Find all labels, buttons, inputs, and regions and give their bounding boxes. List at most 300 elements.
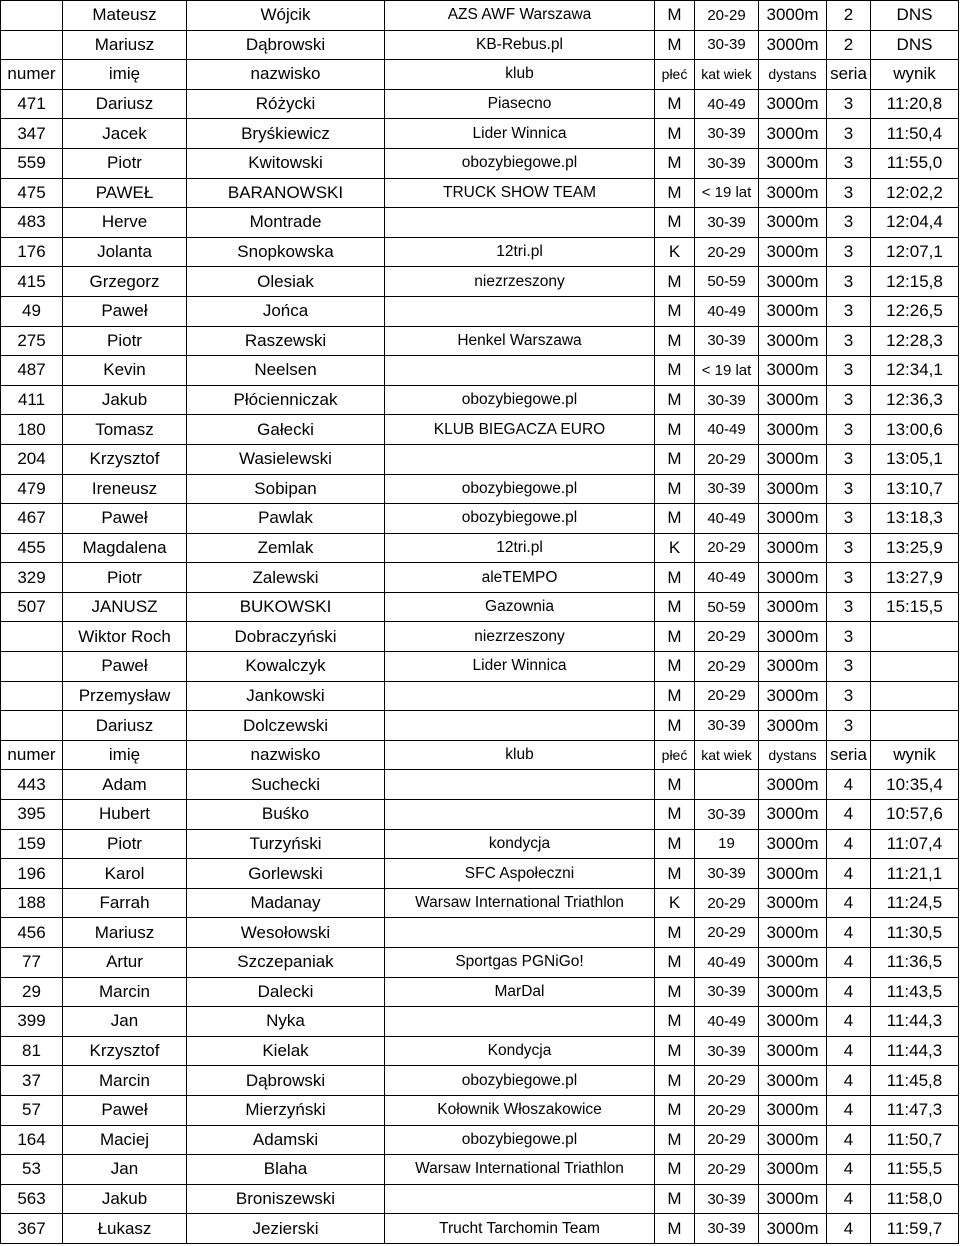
cell-klub: Kołownik Włoszakowice	[385, 1095, 655, 1125]
cell-wynik: 11:44,3	[871, 1036, 959, 1066]
cell-klub: Warsaw International Triathlon	[385, 1155, 655, 1185]
cell-imie: Jan	[63, 1155, 187, 1185]
cell-wynik: 13:25,9	[871, 533, 959, 563]
cell-kat: 30-39	[695, 30, 759, 60]
cell-imie: Maciej	[63, 1125, 187, 1155]
cell-nazwisko: Blaha	[187, 1155, 385, 1185]
cell-klub: Warsaw International Triathlon	[385, 888, 655, 918]
cell-wynik	[871, 681, 959, 711]
cell-nazwisko: Zemlak	[187, 533, 385, 563]
cell-nazwisko: Bryśkiewicz	[187, 119, 385, 149]
cell-imie: Wiktor Roch	[63, 622, 187, 652]
cell-klub: obozybiegowe.pl	[385, 504, 655, 534]
cell-plec: M	[655, 208, 695, 238]
cell-dystans: 3000m	[759, 770, 827, 800]
cell-dystans: 3000m	[759, 148, 827, 178]
header-seria: seria	[827, 740, 871, 770]
cell-numer: 475	[1, 178, 63, 208]
cell-imie: Krzysztof	[63, 1036, 187, 1066]
cell-dystans: 3000m	[759, 563, 827, 593]
header-wynik: wynik	[871, 740, 959, 770]
table-row	[1, 800, 959, 830]
cell-numer: 507	[1, 592, 63, 622]
cell-seria: 3	[827, 563, 871, 593]
cell-imie: Przemysław	[63, 681, 187, 711]
cell-kat: 30-39	[695, 711, 759, 741]
cell-plec: M	[655, 178, 695, 208]
cell-klub: 12tri.pl	[385, 533, 655, 563]
cell-wynik: 10:35,4	[871, 770, 959, 800]
cell-klub	[385, 918, 655, 948]
cell-plec: M	[655, 1125, 695, 1155]
cell-kat: 20-29	[695, 444, 759, 474]
table-row	[1, 1036, 959, 1066]
cell-seria: 3	[827, 652, 871, 682]
cell-wynik: 11:55,0	[871, 148, 959, 178]
cell-plec: M	[655, 89, 695, 119]
cell-dystans: 3000m	[759, 1, 827, 31]
header-nazwisko: nazwisko	[187, 740, 385, 770]
cell-nazwisko: Broniszewski	[187, 1184, 385, 1214]
cell-klub: 12tri.pl	[385, 237, 655, 267]
cell-klub: niezrzeszony	[385, 622, 655, 652]
cell-klub: Kondycja	[385, 1036, 655, 1066]
cell-seria: 4	[827, 1095, 871, 1125]
cell-kat: 19	[695, 829, 759, 859]
cell-numer: 395	[1, 800, 63, 830]
cell-kat: 30-39	[695, 148, 759, 178]
cell-klub: Lider Winnica	[385, 119, 655, 149]
header-kat: kat wiek	[695, 740, 759, 770]
cell-kat: 50-59	[695, 592, 759, 622]
cell-kat: 30-39	[695, 800, 759, 830]
table-row	[1, 504, 959, 534]
cell-nazwisko: Kwitowski	[187, 148, 385, 178]
cell-klub: Gazownia	[385, 592, 655, 622]
cell-dystans: 3000m	[759, 385, 827, 415]
cell-imie: Hubert	[63, 800, 187, 830]
table-row	[1, 829, 959, 859]
table-row	[1, 385, 959, 415]
cell-klub	[385, 208, 655, 238]
cell-wynik: 11:45,8	[871, 1066, 959, 1096]
cell-nazwisko: Dobraczyński	[187, 622, 385, 652]
cell-plec: M	[655, 356, 695, 386]
table-row	[1, 711, 959, 741]
cell-seria: 4	[827, 918, 871, 948]
cell-seria: 4	[827, 1125, 871, 1155]
cell-seria: 3	[827, 444, 871, 474]
cell-imie: Mariusz	[63, 918, 187, 948]
header-kat: kat wiek	[695, 60, 759, 90]
cell-dystans: 3000m	[759, 1184, 827, 1214]
cell-dystans: 3000m	[759, 326, 827, 356]
cell-dystans: 3000m	[759, 977, 827, 1007]
cell-imie: Farrah	[63, 888, 187, 918]
cell-seria: 4	[827, 1066, 871, 1096]
cell-plec: M	[655, 622, 695, 652]
table-row	[1, 1066, 959, 1096]
cell-kat: 40-49	[695, 89, 759, 119]
cell-kat: 20-29	[695, 681, 759, 711]
cell-klub: Trucht Tarchomin Team	[385, 1214, 655, 1244]
cell-kat: < 19 lat	[695, 178, 759, 208]
cell-kat: 20-29	[695, 1066, 759, 1096]
cell-numer: 399	[1, 1007, 63, 1037]
cell-seria: 3	[827, 267, 871, 297]
cell-numer: 164	[1, 1125, 63, 1155]
table-row	[1, 770, 959, 800]
cell-plec: M	[655, 1007, 695, 1037]
table-row	[1, 977, 959, 1007]
cell-klub: obozybiegowe.pl	[385, 148, 655, 178]
cell-wynik: 11:21,1	[871, 859, 959, 889]
cell-imie: Magdalena	[63, 533, 187, 563]
cell-imie: Adam	[63, 770, 187, 800]
cell-numer	[1, 622, 63, 652]
cell-nazwisko: Wasielewski	[187, 444, 385, 474]
cell-kat: 20-29	[695, 237, 759, 267]
cell-imie: Herve	[63, 208, 187, 238]
cell-nazwisko: Kowalczyk	[187, 652, 385, 682]
cell-plec: M	[655, 1, 695, 31]
cell-kat: 20-29	[695, 918, 759, 948]
cell-dystans: 3000m	[759, 504, 827, 534]
table-row	[1, 1155, 959, 1185]
cell-kat: 20-29	[695, 1125, 759, 1155]
cell-kat: 40-49	[695, 415, 759, 445]
cell-imie: Grzegorz	[63, 267, 187, 297]
cell-numer: 479	[1, 474, 63, 504]
cell-wynik: 12:28,3	[871, 326, 959, 356]
cell-seria: 3	[827, 148, 871, 178]
cell-klub: aleTEMPO	[385, 563, 655, 593]
cell-plec: M	[655, 681, 695, 711]
cell-dystans: 3000m	[759, 533, 827, 563]
cell-numer: 467	[1, 504, 63, 534]
cell-imie: Jakub	[63, 385, 187, 415]
cell-nazwisko: Wójcik	[187, 1, 385, 31]
cell-dystans: 3000m	[759, 1125, 827, 1155]
cell-dystans: 3000m	[759, 415, 827, 445]
cell-numer	[1, 1, 63, 31]
cell-nazwisko: Gorlewski	[187, 859, 385, 889]
table-row	[1, 563, 959, 593]
cell-klub: KB-Rebus.pl	[385, 30, 655, 60]
cell-imie: Dariusz	[63, 711, 187, 741]
table-row	[1, 1, 959, 31]
cell-klub	[385, 681, 655, 711]
cell-seria: 3	[827, 592, 871, 622]
cell-seria: 3	[827, 237, 871, 267]
cell-numer: 53	[1, 1155, 63, 1185]
cell-nazwisko: Jankowski	[187, 681, 385, 711]
cell-kat: 20-29	[695, 622, 759, 652]
cell-plec: M	[655, 1066, 695, 1096]
cell-nazwisko: Płócienniczak	[187, 385, 385, 415]
cell-klub	[385, 1007, 655, 1037]
table-row	[1, 178, 959, 208]
cell-seria: 2	[827, 30, 871, 60]
cell-nazwisko: Różycki	[187, 89, 385, 119]
cell-imie: Paweł	[63, 504, 187, 534]
cell-plec: M	[655, 474, 695, 504]
cell-plec: M	[655, 30, 695, 60]
cell-kat: 40-49	[695, 504, 759, 534]
cell-numer: 471	[1, 89, 63, 119]
cell-kat: 30-39	[695, 119, 759, 149]
cell-kat: 30-39	[695, 1214, 759, 1244]
cell-plec: K	[655, 237, 695, 267]
table-row	[1, 1095, 959, 1125]
cell-dystans: 3000m	[759, 859, 827, 889]
cell-numer: 81	[1, 1036, 63, 1066]
cell-plec: M	[655, 592, 695, 622]
table-row	[1, 1007, 959, 1037]
header-dystans: dystans	[759, 60, 827, 90]
cell-klub	[385, 711, 655, 741]
cell-seria: 3	[827, 296, 871, 326]
cell-numer: 49	[1, 296, 63, 326]
cell-nazwisko: Nyka	[187, 1007, 385, 1037]
cell-nazwisko: Suchecki	[187, 770, 385, 800]
cell-imie: Artur	[63, 948, 187, 978]
cell-imie: Dariusz	[63, 89, 187, 119]
cell-numer	[1, 30, 63, 60]
header-plec: płeć	[655, 740, 695, 770]
cell-plec: M	[655, 829, 695, 859]
cell-dystans: 3000m	[759, 356, 827, 386]
cell-dystans: 3000m	[759, 622, 827, 652]
table-row	[1, 859, 959, 889]
cell-kat: 20-29	[695, 1, 759, 31]
cell-plec: M	[655, 267, 695, 297]
cell-imie: PAWEŁ	[63, 178, 187, 208]
cell-seria: 3	[827, 208, 871, 238]
cell-seria: 3	[827, 504, 871, 534]
cell-nazwisko: Madanay	[187, 888, 385, 918]
cell-dystans: 3000m	[759, 1007, 827, 1037]
table-row	[1, 444, 959, 474]
cell-dystans: 3000m	[759, 30, 827, 60]
table-row	[1, 415, 959, 445]
cell-imie: Marcin	[63, 977, 187, 1007]
cell-plec: M	[655, 977, 695, 1007]
cell-kat: 30-39	[695, 326, 759, 356]
cell-imie: Tomasz	[63, 415, 187, 445]
header-imie: imię	[63, 60, 187, 90]
cell-seria: 3	[827, 385, 871, 415]
cell-kat: 20-29	[695, 652, 759, 682]
cell-dystans: 3000m	[759, 652, 827, 682]
cell-numer: 77	[1, 948, 63, 978]
cell-imie: Krzysztof	[63, 444, 187, 474]
cell-numer: 559	[1, 148, 63, 178]
cell-numer: 483	[1, 208, 63, 238]
table-row	[1, 208, 959, 238]
table-row	[1, 652, 959, 682]
cell-klub: SFC Aspołeczni	[385, 859, 655, 889]
cell-dystans: 3000m	[759, 444, 827, 474]
cell-plec: M	[655, 1184, 695, 1214]
cell-wynik: 11:58,0	[871, 1184, 959, 1214]
cell-dystans: 3000m	[759, 267, 827, 297]
cell-imie: Mateusz	[63, 1, 187, 31]
cell-kat: 30-39	[695, 208, 759, 238]
cell-wynik	[871, 652, 959, 682]
cell-seria: 4	[827, 800, 871, 830]
cell-wynik: 11:07,4	[871, 829, 959, 859]
cell-kat: 30-39	[695, 859, 759, 889]
cell-wynik	[871, 622, 959, 652]
cell-kat: 40-49	[695, 563, 759, 593]
cell-plec: M	[655, 504, 695, 534]
cell-seria: 3	[827, 178, 871, 208]
table-row	[1, 592, 959, 622]
cell-plec: M	[655, 1155, 695, 1185]
cell-seria: 4	[827, 1007, 871, 1037]
header-numer: numer	[1, 740, 63, 770]
cell-klub: kondycja	[385, 829, 655, 859]
cell-klub	[385, 770, 655, 800]
cell-imie: Jacek	[63, 119, 187, 149]
cell-seria: 3	[827, 622, 871, 652]
cell-nazwisko: Olesiak	[187, 267, 385, 297]
cell-kat: 40-49	[695, 1007, 759, 1037]
cell-numer: 159	[1, 829, 63, 859]
cell-nazwisko: Mierzyński	[187, 1095, 385, 1125]
cell-wynik: 12:34,1	[871, 356, 959, 386]
cell-wynik: DNS	[871, 1, 959, 31]
cell-nazwisko: Zalewski	[187, 563, 385, 593]
cell-kat: < 19 lat	[695, 356, 759, 386]
cell-seria: 4	[827, 948, 871, 978]
cell-dystans: 3000m	[759, 888, 827, 918]
cell-numer: 443	[1, 770, 63, 800]
cell-wynik: 11:24,5	[871, 888, 959, 918]
cell-klub	[385, 296, 655, 326]
cell-nazwisko: Jońca	[187, 296, 385, 326]
cell-kat	[695, 770, 759, 800]
cell-seria: 3	[827, 119, 871, 149]
cell-wynik: 11:44,3	[871, 1007, 959, 1037]
cell-plec: M	[655, 148, 695, 178]
cell-klub: Sportgas PGNiGo!	[385, 948, 655, 978]
cell-plec: M	[655, 859, 695, 889]
cell-nazwisko: Dąbrowski	[187, 1066, 385, 1096]
cell-seria: 3	[827, 415, 871, 445]
cell-plec: M	[655, 1095, 695, 1125]
cell-numer: 180	[1, 415, 63, 445]
table-row	[1, 948, 959, 978]
table-row	[1, 622, 959, 652]
cell-plec: M	[655, 415, 695, 445]
cell-klub	[385, 800, 655, 830]
cell-numer: 204	[1, 444, 63, 474]
cell-nazwisko: Pawlak	[187, 504, 385, 534]
cell-wynik: 12:26,5	[871, 296, 959, 326]
cell-imie: Piotr	[63, 148, 187, 178]
cell-nazwisko: Sobipan	[187, 474, 385, 504]
cell-imie: Piotr	[63, 563, 187, 593]
cell-seria: 3	[827, 356, 871, 386]
cell-imie: Kevin	[63, 356, 187, 386]
cell-seria: 4	[827, 977, 871, 1007]
cell-dystans: 3000m	[759, 592, 827, 622]
table-row	[1, 237, 959, 267]
cell-dystans: 3000m	[759, 1066, 827, 1096]
cell-wynik: 11:47,3	[871, 1095, 959, 1125]
header-dystans: dystans	[759, 740, 827, 770]
cell-numer: 455	[1, 533, 63, 563]
cell-kat: 30-39	[695, 474, 759, 504]
cell-klub: obozybiegowe.pl	[385, 1066, 655, 1096]
cell-numer: 563	[1, 1184, 63, 1214]
cell-seria: 3	[827, 711, 871, 741]
cell-plec: M	[655, 770, 695, 800]
cell-nazwisko: Snopkowska	[187, 237, 385, 267]
table-row	[1, 119, 959, 149]
cell-nazwisko: Adamski	[187, 1125, 385, 1155]
cell-numer: 347	[1, 119, 63, 149]
cell-seria: 4	[827, 1155, 871, 1185]
cell-imie: Marcin	[63, 1066, 187, 1096]
cell-wynik	[871, 711, 959, 741]
cell-seria: 3	[827, 326, 871, 356]
table-row	[1, 89, 959, 119]
cell-seria: 3	[827, 89, 871, 119]
table-row	[1, 888, 959, 918]
cell-numer	[1, 681, 63, 711]
cell-plec: M	[655, 296, 695, 326]
cell-dystans: 3000m	[759, 1036, 827, 1066]
table-row	[1, 1214, 959, 1244]
header-imie: imię	[63, 740, 187, 770]
cell-wynik: 12:36,3	[871, 385, 959, 415]
cell-dystans: 3000m	[759, 829, 827, 859]
cell-wynik: 11:55,5	[871, 1155, 959, 1185]
header-numer: numer	[1, 60, 63, 90]
cell-kat: 20-29	[695, 533, 759, 563]
cell-plec: M	[655, 1214, 695, 1244]
cell-wynik: 13:27,9	[871, 563, 959, 593]
cell-plec: M	[655, 800, 695, 830]
table-header-row	[1, 740, 959, 770]
cell-klub: obozybiegowe.pl	[385, 385, 655, 415]
cell-plec: M	[655, 119, 695, 149]
cell-imie: Jolanta	[63, 237, 187, 267]
cell-plec: M	[655, 1036, 695, 1066]
cell-numer: 487	[1, 356, 63, 386]
cell-wynik: DNS	[871, 30, 959, 60]
cell-imie: Piotr	[63, 829, 187, 859]
cell-wynik: 12:04,4	[871, 208, 959, 238]
cell-wynik: 15:15,5	[871, 592, 959, 622]
cell-dystans: 3000m	[759, 237, 827, 267]
cell-wynik: 11:50,7	[871, 1125, 959, 1155]
cell-klub: obozybiegowe.pl	[385, 1125, 655, 1155]
table-row	[1, 1184, 959, 1214]
cell-imie: JANUSZ	[63, 592, 187, 622]
cell-plec: M	[655, 326, 695, 356]
table-row	[1, 356, 959, 386]
cell-dystans: 3000m	[759, 800, 827, 830]
cell-wynik: 13:05,1	[871, 444, 959, 474]
cell-kat: 20-29	[695, 1155, 759, 1185]
table-row	[1, 474, 959, 504]
header-klub: klub	[385, 60, 655, 90]
cell-plec: M	[655, 385, 695, 415]
